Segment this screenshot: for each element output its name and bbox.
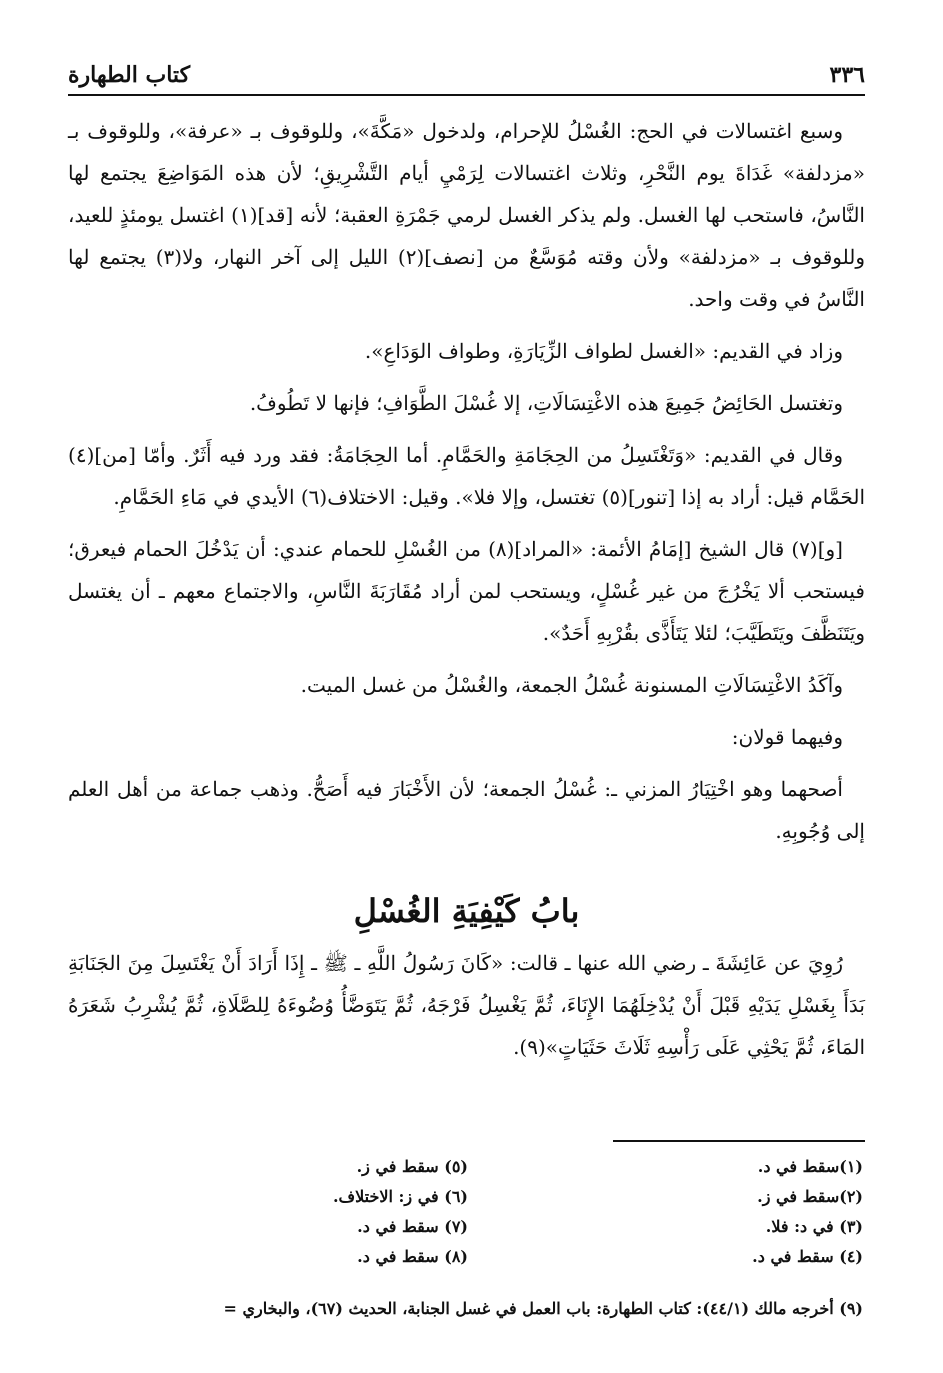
footnotes-left-column (88, 1152, 468, 1272)
footnote-long: (٩) أخرجه مالك (٤٤/١): كتاب الطهارة: باب العمل في غسل الجنابة، الحديث (٦٧)، والبخاري = (223, 1299, 863, 1318)
footnote: (٧) سقط في د. (357, 1217, 468, 1236)
page-body (68, 110, 865, 1078)
footnote: (٣) في د: فلا. (765, 1217, 863, 1236)
paragraph-haid: وتغتسل الحَائِضُ جَمِيعَ هذه الاغْتِسَالَاتِ، إلا غُسْلَ الطَّوَافِ؛ فإنها لا تَطُوفُ. (249, 391, 843, 415)
paragraph-sheikh-quote: [و](٧) قال الشيخ [إمَامُ الأئمة: «المراد](٨) من الغُسْلِ للحمام عندي: أن يَدْخُلَ الحمام فيعرق؛ فيستحب ألا يَخْرُجَ من غير غُسْلٍ، ويستحب لمن أراد مُقَارَبَةَ النَّاسِ، والاجتماع معهم ـ أن يغتسل ويَتَنَظَّفَ ويَتَطَيَّبَ؛ لئلا يَتَأَذَّى بقُرْبِهِ أَحَدٌ». (68, 537, 865, 645)
footnotes-right-column (483, 1152, 863, 1272)
footnote: (٤) سقط في د. (752, 1247, 863, 1266)
section-heading: بابُ كَيْفِيَةِ الغُسْلِ (353, 892, 580, 930)
running-title: كتاب الطهارة (68, 62, 191, 88)
paragraph-akad: وآكَدُ الاغْتِسَالَاتِ المسنونة غُسْلُ الجمعة، والغُسْلُ من غسل الميت. (300, 673, 843, 697)
footnote: (١)سقط في د. (757, 1157, 863, 1176)
footnotes (68, 1152, 863, 1272)
paragraph-qadim-addition: وزاد في القديم: «الغسل لطواف الزِّيَارَةِ، وطواف الوَدَاعِ». (364, 339, 843, 363)
paragraph-ghusl-hajj: وسبع اغتسالات في الحج: الغُسْلُ للإحرام، ولدخول «مَكَّةَ»، وللوقوف بـ «عرفة»، وللوقوف بـ «مزدلفة» غَدَاةَ يوم النَّحْرِ، وثلاث اغتسالات لِرَمْيِ أيام التَّشْرِيقِ؛ لأن هذه المَوَاضِعَ يجتمع لها النَّاسُ، فاستحب لها الغسل. ولم يذكر الغسل لرمي جَمْرَةِ العقبة؛ لأنه [قد](١) اغتسل يومئذٍ للعيد، وللوقوف بـ «مزدلفة» ولأن وقته مُوَسَّعٌ من [نصف](٢) الليل إلى آخر النهار، ولا(٣) يجتمع لها النَّاسُ في وقت واحد. (68, 119, 865, 311)
footnote: (٥) سقط في ز. (356, 1157, 468, 1176)
page-header (68, 60, 865, 96)
footnote: (٢)سقط في ز. (757, 1187, 863, 1206)
page-number: ٣٣٦ (829, 62, 865, 88)
paragraph-two-views: وفيهما قولان: (731, 725, 843, 749)
footnote-divider (613, 1140, 865, 1142)
paragraph-asahh: أصحهما وهو اخْتِيَارُ المزني ـ: غُسْلُ الجمعة؛ لأن الأَخْبَارَ فيه أَصَحُّ. وذهب جماعة من أهل العلم إلى وُجُوبِهِ. (68, 777, 865, 843)
footnote: (٦) في ز: الاختلاف. (332, 1187, 468, 1206)
paragraph-hadith: رُوِيَ عن عَائِشَةَ ـ رضي الله عنها ـ قالت: «كَانَ رَسُولُ اللَّهِ ـ ﷺ ـ إِذَا أَرَادَ أَنْ يَغْتَسِلَ مِنَ الجَنَابَةِ بَدَأَ بِغَسْلِ يَدَيْهِ قَبْلَ أَنْ يُدْخِلَهُمَا الإِنَاءَ، ثُمَّ يَغْسِلُ فَرْجَهُ، ثُمَّ يَتَوَضَّأُ وُضُوءَهُ لِلصَّلَاةِ، ثُمَّ يُشْرِبُ شَعَرَهُ المَاءَ، ثُمَّ يَحْثِي عَلَى رَأْسِهِ ثَلَاثَ حَثَيَاتٍ»(٩). (68, 951, 865, 1059)
paragraph-hijama: وقال في القديم: «وَتَغْتَسِلُ من الحِجَامَةِ والحَمَّامِ. أما الحِجَامَةُ: فقد ورد فيه أَثَرٌ. وأمّا [من](٤) الحَمَّام قيل: أراد به إذا [تنور](٥) تغتسل، وإلا فلا». وقيل: الاختلاف(٦) الأيدي في مَاءِ الحَمَّامِ. (68, 443, 865, 509)
footnote: (٨) سقط في د. (357, 1247, 468, 1266)
